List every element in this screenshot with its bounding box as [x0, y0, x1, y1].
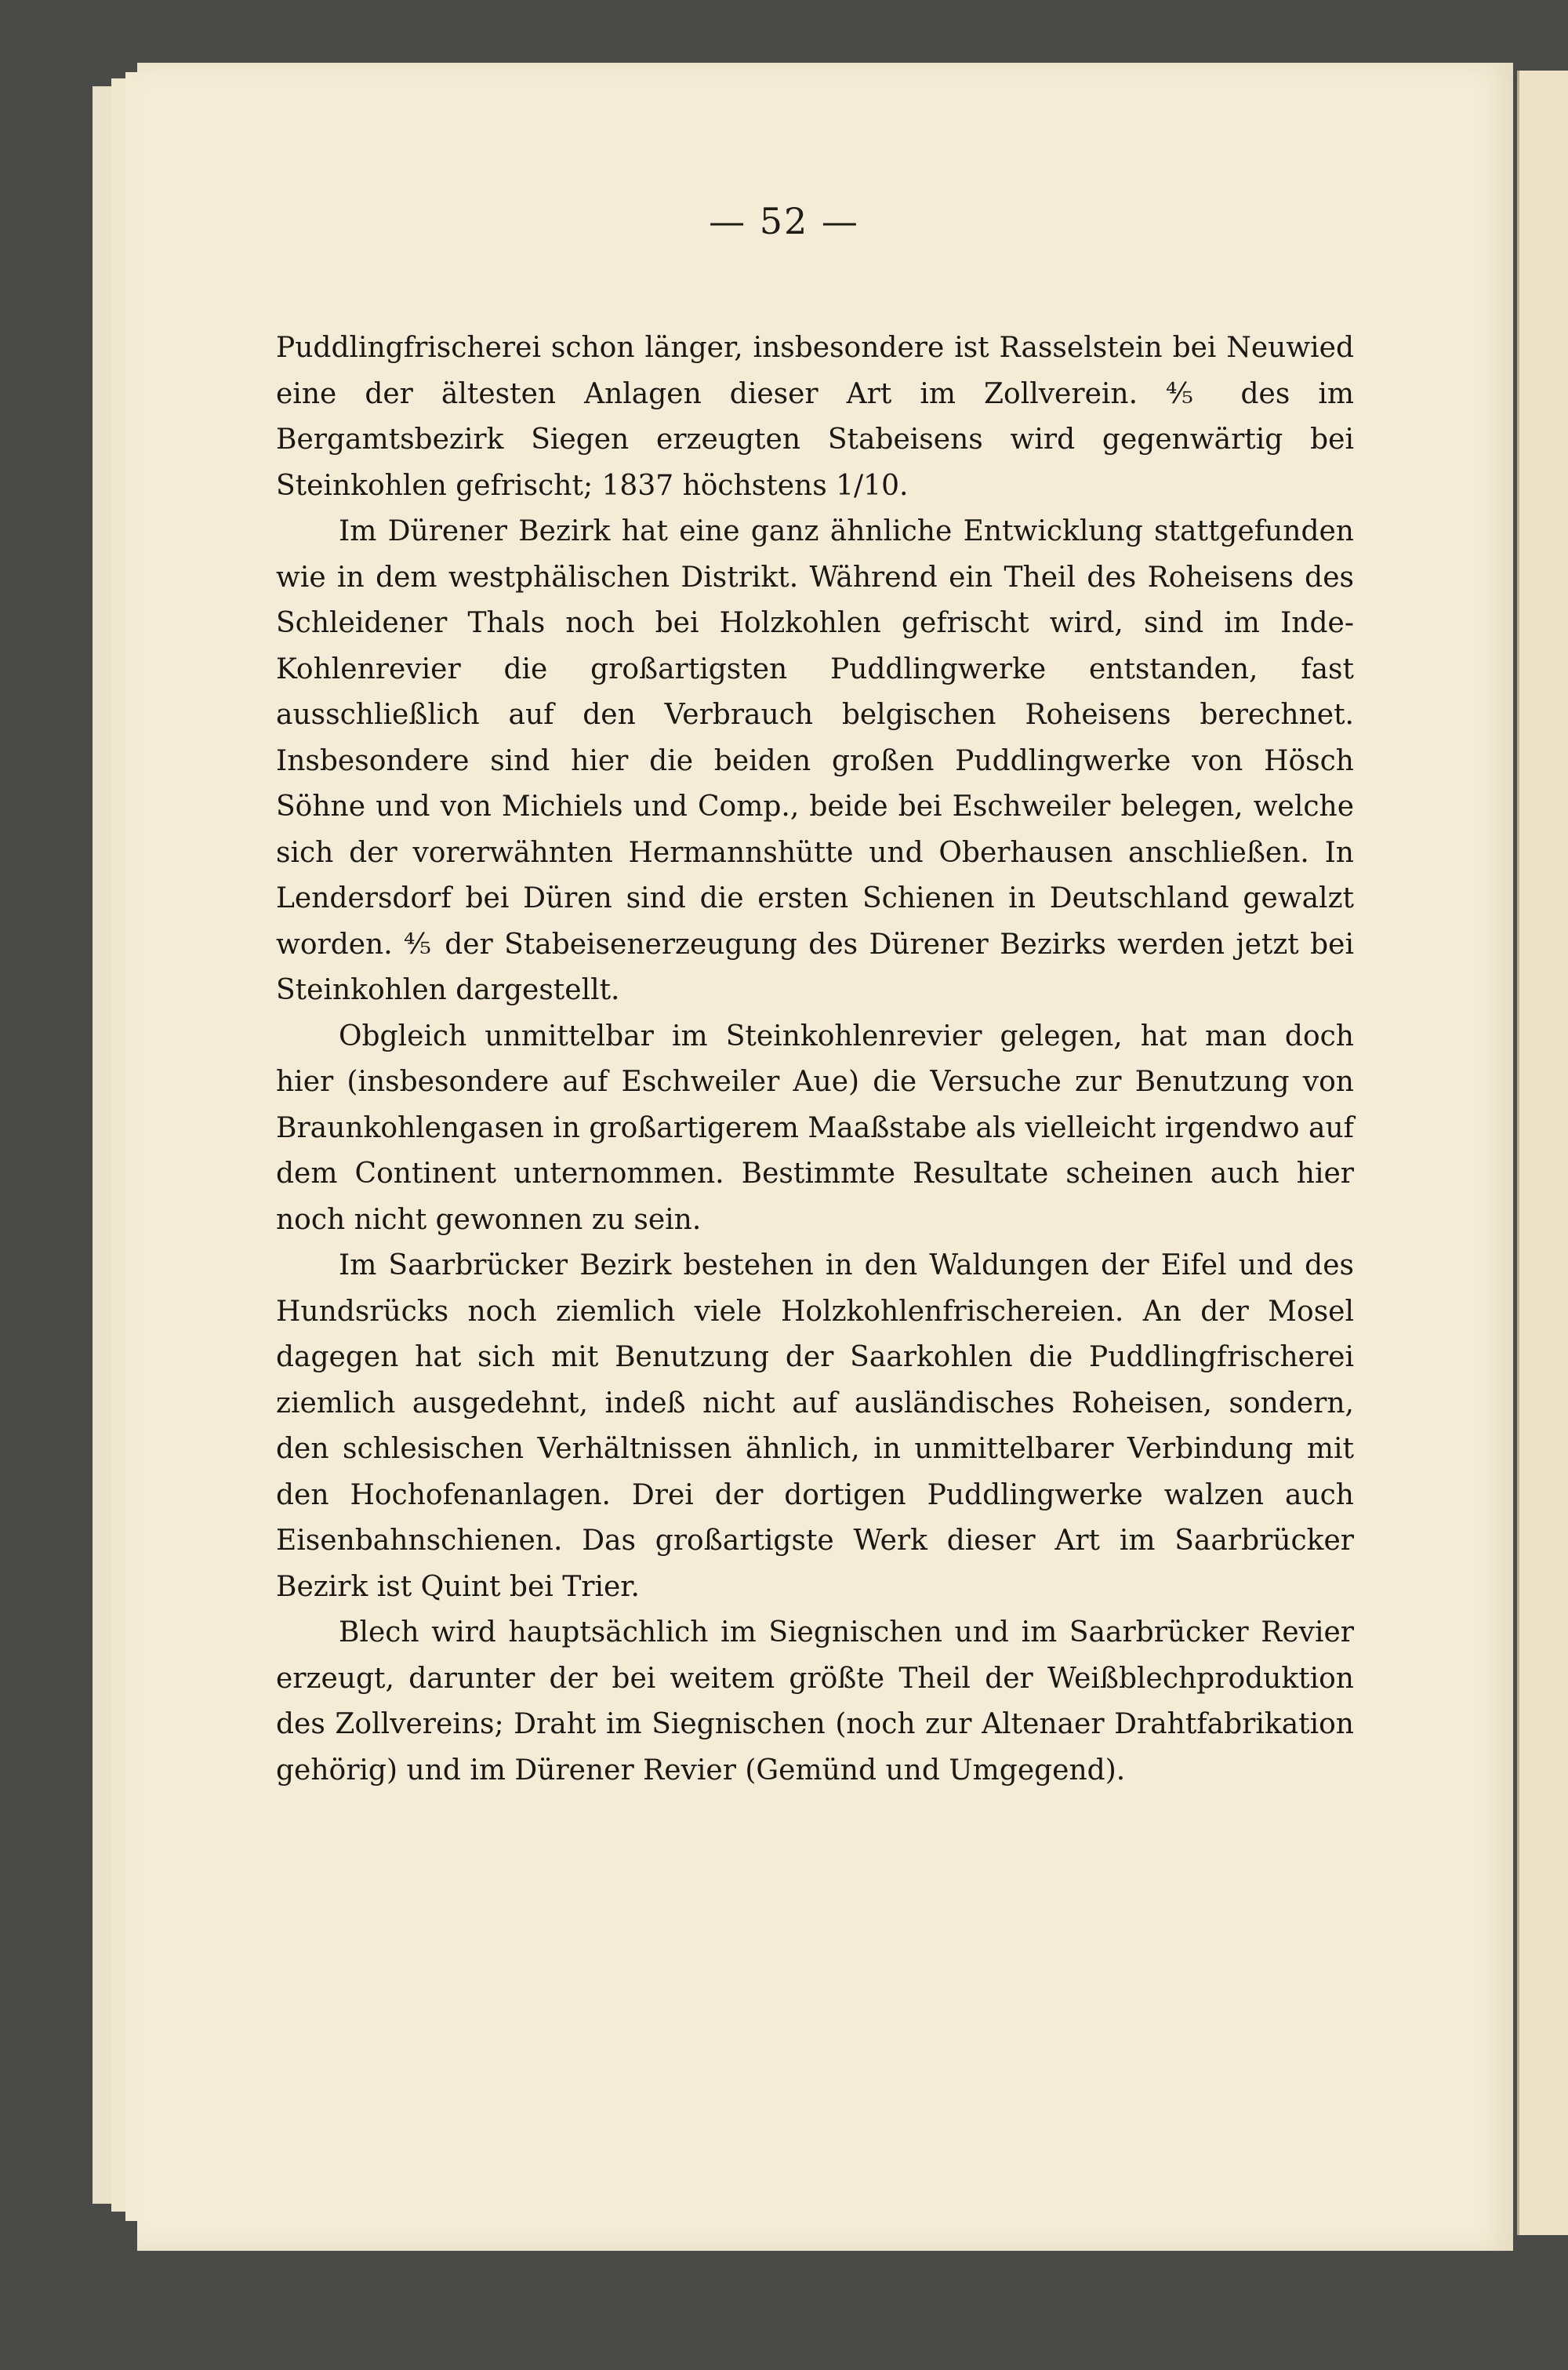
paragraph: Puddlingfrischerei schon länger, insbesondere ist Rasselstein bei Neuwied eine der ältesten Anlagen dieser Art im Zollverein. ⅘ des im Bergamtsbezirk Siegen erzeugten Stabeisens wird gegenwärtig bei Steinkohlen gefrischt; 1837 höchstens 1/10.	[276, 332, 1354, 502]
paragraph: Im Dürener Bezirk hat eine ganz ähnliche Entwicklung stattgefunden wie in dem westphälischen Distrikt. Während ein Theil des Roheisens des Schleidener Thals noch bei Holzkohlen gefrischt wird, sind im Inde-Kohlenrevier die großartigsten Puddlingwerke entstanden, fast ausschließlich auf den Verbrauch belgischen Roheisens berechnet. Insbesondere sind hier die beiden großen Puddlingwerke von Hösch Söhne und von Michiels und Comp., beide bei Eschweiler belegen, welche sich der vorerwähnten Hermannshütte und Oberhausen anschließen. In Lendersdorf bei Düren sind die ersten Schienen in Deutschland gewalzt worden. ⅘ der Stabeisenerzeugung des Dürener Bezirks werden jetzt bei Steinkohlen dargestellt.	[276, 515, 1354, 1006]
paragraph: Obgleich unmittelbar im Steinkohlenrevier gelegen, hat man doch hier (insbesondere auf Eschweiler Aue) die Versuche zur Benutzung von Braunkohlengasen in großartigerem Maaßstabe als vielleicht irgendwo auf dem Continent unternommen. Bestimmte Resultate scheinen auch hier noch nicht gewonnen zu sein.	[276, 1020, 1354, 1236]
paragraph: Im Saarbrücker Bezirk bestehen in den Waldungen der Eifel und des Hundsrücks noch ziemlich viele Holzkohlenfrischereien. An der Mosel dagegen hat sich mit Benutzung der Saarkohlen die Puddlingfrischerei ziemlich ausgedehnt, indeß nicht auf ausländisches Roheisen, sondern, den schlesischen Verhältnissen ähnlich, in unmittelbarer Verbindung mit den Hochofenanlagen. Drei der dortigen Puddlingwerke walzen auch Eisenbahnschienen. Das großartigste Werk dieser Art im Saarbrücker Bezirk ist Quint bei Trier.	[276, 1249, 1354, 1603]
paragraph: Blech wird hauptsächlich im Siegnischen und im Saarbrücker Revier erzeugt, darunter der bei weitem größte Theil der Weißblechproduktion des Zollvereins; Draht im Siegnischen (noch zur Altenaer Drahtfabrikation gehörig) und im Dürener Revier (Gemünd und Umgegend).	[276, 1616, 1354, 1787]
page-number: — 52 —	[709, 200, 859, 242]
body-text	[276, 325, 1354, 1794]
facing-page-edge	[1517, 71, 1568, 2235]
